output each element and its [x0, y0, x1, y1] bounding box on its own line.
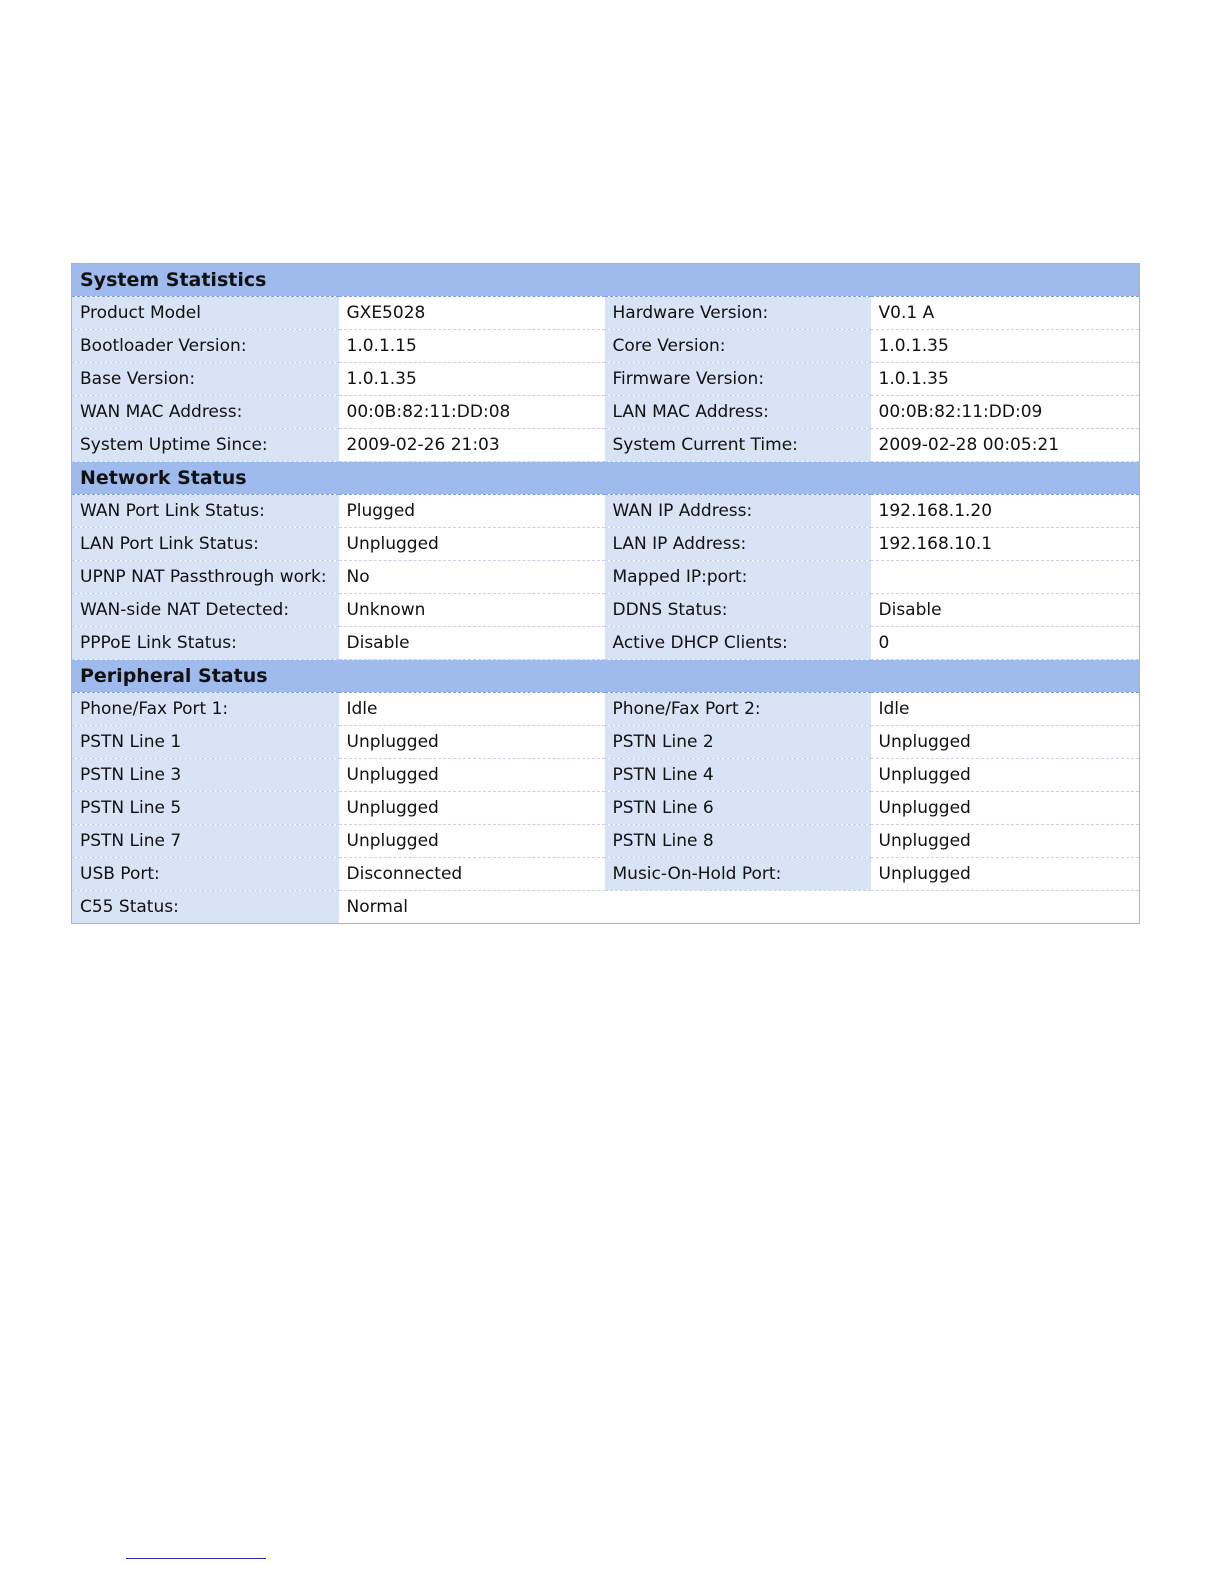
row-value: V0.1 A [871, 297, 1140, 330]
row-value: Unplugged [871, 825, 1140, 858]
table-row [72, 297, 1140, 330]
table-row [72, 858, 1140, 891]
status-table [71, 263, 1140, 924]
row-label: PSTN Line 4 [605, 759, 871, 792]
row-value: Plugged [339, 495, 605, 528]
row-value: 2009-02-28 00:05:21 [871, 429, 1140, 462]
row-value: Disable [871, 594, 1140, 627]
row-label: UPNP NAT Passthrough work: [72, 561, 339, 594]
row-value: Unplugged [871, 792, 1140, 825]
row-label: Music-On-Hold Port: [605, 858, 871, 891]
section-header-peripheral-status [72, 660, 1140, 693]
row-label: PPPoE Link Status: [72, 627, 339, 660]
row-label: Bootloader Version: [72, 330, 339, 363]
row-label: LAN Port Link Status: [72, 528, 339, 561]
row-value: Idle [871, 693, 1140, 726]
row-label: DDNS Status: [605, 594, 871, 627]
row-label: System Uptime Since: [72, 429, 339, 462]
row-label: Product Model [72, 297, 339, 330]
row-label: Firmware Version: [605, 363, 871, 396]
row-value: No [339, 561, 605, 594]
row-value: 1.0.1.15 [339, 330, 605, 363]
section-header-system-statistics [72, 264, 1140, 297]
row-value: 00:0B:82:11:DD:08 [339, 396, 605, 429]
row-value: Unplugged [871, 858, 1140, 891]
table-row [72, 528, 1140, 561]
table-row [72, 825, 1140, 858]
row-value: 1.0.1.35 [339, 363, 605, 396]
row-value: Idle [339, 693, 605, 726]
row-value: Unplugged [339, 759, 605, 792]
row-label: Hardware Version: [605, 297, 871, 330]
row-label: PSTN Line 3 [72, 759, 339, 792]
section-title: Peripheral Status [72, 660, 1140, 693]
row-label: Active DHCP Clients: [605, 627, 871, 660]
row-label: USB Port: [72, 858, 339, 891]
table-row [72, 396, 1140, 429]
table-row [72, 693, 1140, 726]
row-label: LAN MAC Address: [605, 396, 871, 429]
table-row [72, 726, 1140, 759]
row-label: WAN Port Link Status: [72, 495, 339, 528]
row-label: PSTN Line 8 [605, 825, 871, 858]
section-header-network-status [72, 462, 1140, 495]
table-row [72, 363, 1140, 396]
row-value: GXE5028 [339, 297, 605, 330]
row-value: 192.168.1.20 [871, 495, 1140, 528]
row-label: Mapped IP:port: [605, 561, 871, 594]
row-value [871, 561, 1140, 594]
row-value: Unplugged [339, 792, 605, 825]
row-value: Unplugged [339, 825, 605, 858]
row-label: Phone/Fax Port 2: [605, 693, 871, 726]
table-row [72, 627, 1140, 660]
table-row [72, 759, 1140, 792]
row-label: WAN-side NAT Detected: [72, 594, 339, 627]
row-label: PSTN Line 7 [72, 825, 339, 858]
section-title: Network Status [72, 462, 1140, 495]
row-value: Unknown [339, 594, 605, 627]
row-value: 00:0B:82:11:DD:09 [871, 396, 1140, 429]
row-value: Disconnected [339, 858, 605, 891]
row-label: PSTN Line 2 [605, 726, 871, 759]
row-value: 192.168.10.1 [871, 528, 1140, 561]
table-row [72, 594, 1140, 627]
row-label: PSTN Line 5 [72, 792, 339, 825]
table-row [72, 891, 1140, 924]
table-row [72, 561, 1140, 594]
row-label: PSTN Line 6 [605, 792, 871, 825]
footnote-divider [126, 1558, 266, 1559]
row-label: System Current Time: [605, 429, 871, 462]
table-row [72, 792, 1140, 825]
table-row [72, 429, 1140, 462]
row-label: WAN MAC Address: [72, 396, 339, 429]
row-label: C55 Status: [72, 891, 339, 924]
row-value: Normal [339, 891, 1140, 924]
row-value: Unplugged [339, 726, 605, 759]
row-value: 1.0.1.35 [871, 330, 1140, 363]
row-label: PSTN Line 1 [72, 726, 339, 759]
row-value: 2009-02-26 21:03 [339, 429, 605, 462]
row-value: Unplugged [339, 528, 605, 561]
row-label: Phone/Fax Port 1: [72, 693, 339, 726]
table-row [72, 495, 1140, 528]
table-row [72, 330, 1140, 363]
row-value: Disable [339, 627, 605, 660]
row-label: LAN IP Address: [605, 528, 871, 561]
row-value: Unplugged [871, 759, 1140, 792]
row-value: 1.0.1.35 [871, 363, 1140, 396]
row-value: 0 [871, 627, 1140, 660]
row-label: WAN IP Address: [605, 495, 871, 528]
row-label: Base Version: [72, 363, 339, 396]
section-title: System Statistics [72, 264, 1140, 297]
row-label: Core Version: [605, 330, 871, 363]
row-value: Unplugged [871, 726, 1140, 759]
